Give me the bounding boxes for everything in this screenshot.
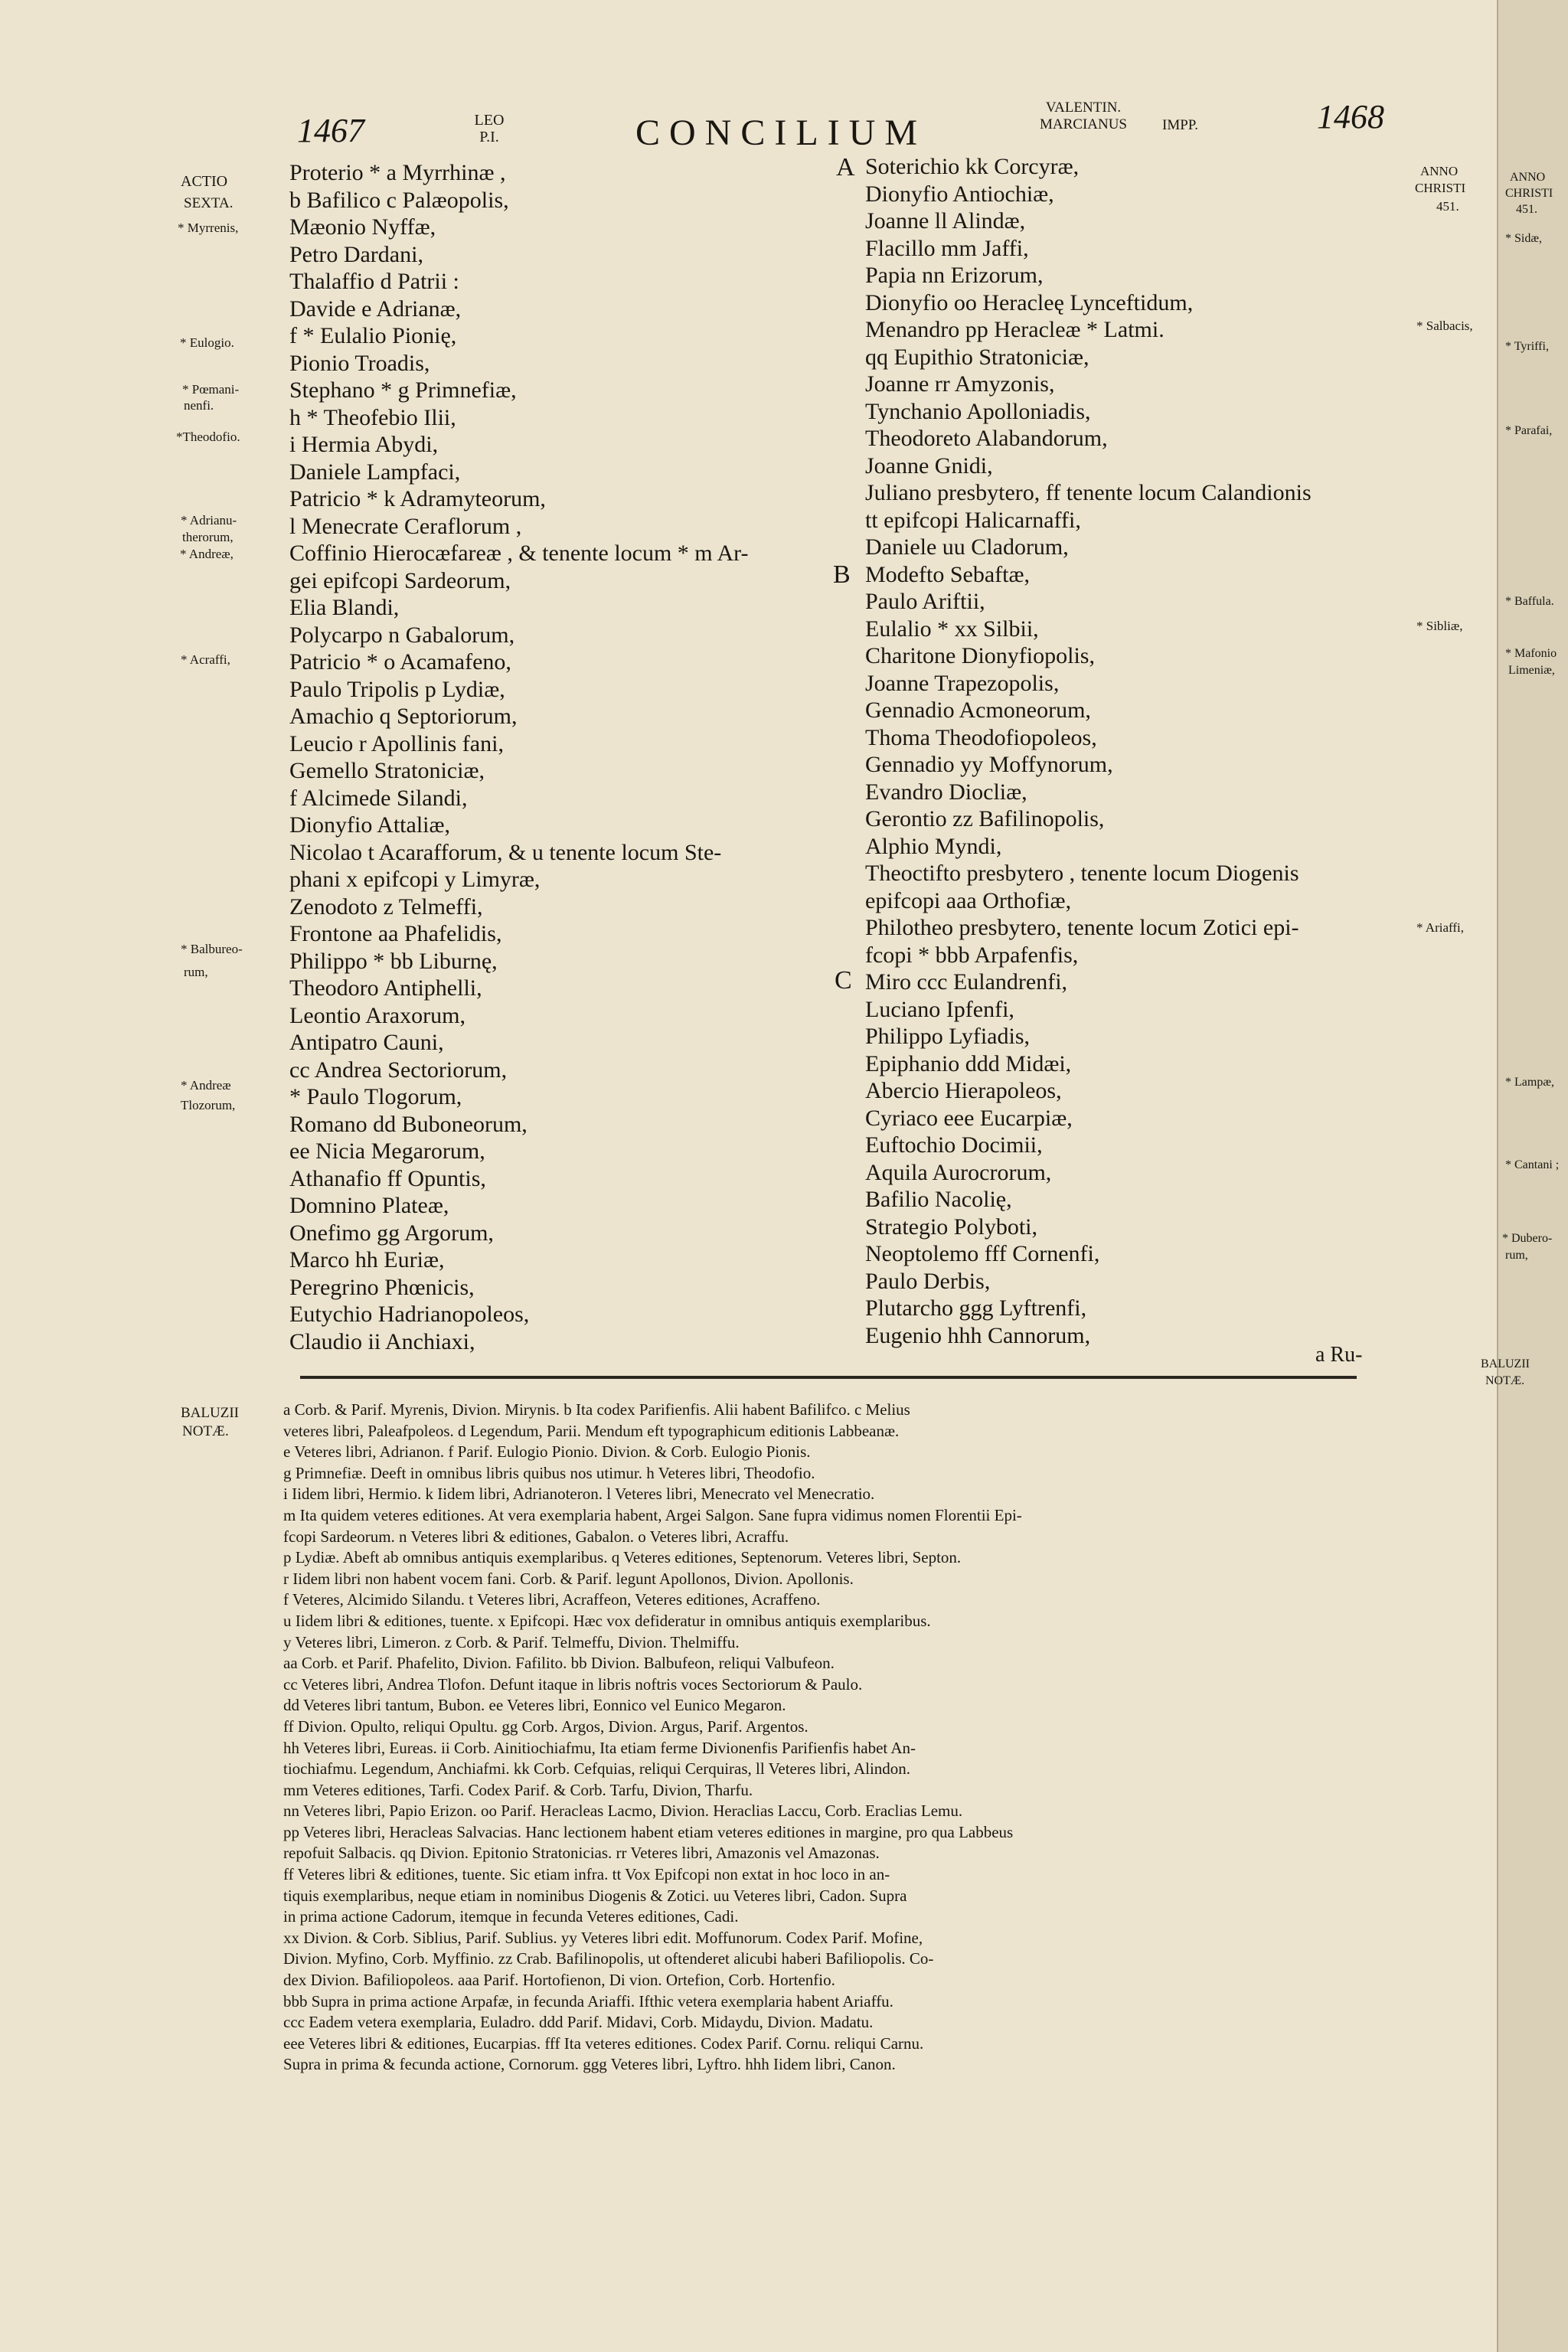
bishop-entry: b Bafilico c Palæopolis,: [289, 187, 509, 213]
gutter-note: * Dubero-: [1502, 1232, 1553, 1245]
header-leo: [462, 112, 516, 145]
bishop-entry: h * Theofebio Ilii,: [289, 404, 456, 430]
bishop-entry: Domnino Plateæ,: [289, 1193, 449, 1218]
bishop-entry: i Hermia Abydi,: [289, 432, 439, 457]
note-line: pp Veteres libri, Heracleas Salvacias. Hanc lectionem habent etiam veteres editiones in margine, pro qua Labbeus: [283, 1822, 1014, 1841]
note-line: repofuit Salbacis. qq Divion. Epitonio Stratonicias. rr Veteres libri, Amazonis vel Amazonas.: [283, 1844, 880, 1863]
bishop-entry: Leucio r Apollinis fani,: [289, 730, 504, 756]
bishop-entry: Gemello Stratoniciæ,: [289, 758, 485, 783]
bishop-entry: Petro Dardani,: [289, 241, 423, 267]
bishop-entry: Frontone aa Phafelidis,: [289, 921, 502, 946]
gutter-note: * Sidæ,: [1505, 232, 1543, 245]
bishop-entry: Eutychio Hadrianopoleos,: [289, 1302, 530, 1327]
note-line: m Ita quidem veteres editiones. At vera exemplaria habent, Argei Salgon. Sane fupra vidimus nomen Florentii Epi-: [283, 1505, 1022, 1524]
bishop-entry: Luciano Ipfenfi,: [865, 996, 1014, 1022]
bishop-entry: Flacillo mm Jaffi,: [865, 235, 1029, 261]
running-title: CONCILIUM: [635, 113, 926, 153]
margin-christi: CHRISTI: [1415, 181, 1466, 195]
margin-anno: ANNO: [1420, 164, 1459, 178]
bishop-entry: Joanne rr Amyzonis,: [865, 371, 1055, 397]
bishop-entry: Philippo Lyfiadis,: [865, 1024, 1031, 1049]
bishop-entry: tt epifcopi Halicarnaffi,: [865, 507, 1081, 533]
catchword: a Ru-: [1315, 1343, 1363, 1367]
column-marker-c: C: [835, 966, 852, 995]
note-line: aa Corb. et Parif. Phafelito, Divion. Fafilito. bb Divion. Balbufeon, reliqui Valbufeon.: [283, 1654, 835, 1673]
bishop-entry: Gennadio Acmoneorum,: [865, 697, 1091, 723]
note-line: g Primnefiæ. Deeft in omnibus libris quibus nos utimur. h Veteres libri, Theodofio.: [283, 1463, 815, 1482]
gutter-note: BALUZII: [1481, 1357, 1530, 1370]
gutter-note: rum,: [1505, 1249, 1528, 1262]
note-line: p Lydiæ. Abeft ab omnibus antiquis exemplaribus. q Veteres editiones, Septenorum. Veteres libri, Septon.: [283, 1548, 962, 1567]
margin-note: therorum,: [182, 530, 234, 544]
right-column-list: [865, 153, 1312, 1349]
margin-actio: ACTIO: [181, 173, 228, 190]
bishop-entry: Marco hh Euriæ,: [289, 1247, 445, 1272]
bishop-entry: Alphio Myndi,: [865, 833, 1002, 859]
notes-label-2: NOTÆ.: [182, 1423, 229, 1439]
note-line: eee Veteres libri & editiones, Eucarpias. fff Ita veteres editiones. Codex Parif. Cornu. reliqui Carnu.: [283, 2034, 924, 2053]
gutter-note: * Parafai,: [1505, 424, 1553, 437]
note-line: in prima actione Cadorum, itemque in fecunda Veteres editiones, Cadi.: [283, 1907, 739, 1926]
bishop-entry: Theoctifto presbytero , tenente locum Diogenis: [865, 861, 1299, 886]
bishop-entry: Coffinio Hierocæfareæ , & tenente locum * m Ar-: [289, 541, 749, 566]
bishop-entry: Papia nn Erizorum,: [865, 263, 1044, 288]
note-line: i Iidem libri, Hermio. k Iidem libri, Adrianoteron. l Veteres libri, Menecrato vel Menecratio.: [283, 1485, 875, 1504]
bishop-entry: Philippo * bb Liburnę,: [289, 948, 498, 974]
note-line: a Corb. & Parif. Myrenis, Divion. Mirynis. b Ita codex Parifienfis. Alii habent Bafilifco. c Melius: [283, 1400, 910, 1419]
note-line: y Veteres libri, Limeron. z Corb. & Parif. Telmeffu, Divion. Thelmiffu.: [283, 1632, 740, 1651]
bishop-entry: Claudio ii Anchiaxi,: [289, 1328, 475, 1354]
bishop-entry: gei epifcopi Sardeorum,: [289, 567, 511, 593]
margin-note: * Balbureo-: [181, 942, 243, 956]
bishop-entry: Juliano presbytero, ff tenente locum Calandionis: [865, 480, 1312, 505]
bishop-entry: Eugenio hhh Cannorum,: [865, 1322, 1091, 1348]
bishop-entry: Gennadio yy Moffynorum,: [865, 752, 1113, 777]
bishop-entry: Antipatro Cauni,: [289, 1030, 444, 1055]
bishop-entry: Joanne Trapezopolis,: [865, 670, 1060, 696]
note-line: e Veteres libri, Adrianon. f Parif. Eulogio Pionio. Divion. & Corb. Eulogio Pionis.: [283, 1442, 811, 1462]
bishop-entry: Menandro pp Heracleæ * Latmi.: [865, 317, 1165, 342]
bishop-entry: Modefto Sebaftæ,: [865, 561, 1030, 587]
bishop-entry: Tynchanio Apolloniadis,: [865, 398, 1091, 424]
bishop-entry: Athanafio ff Opuntis,: [289, 1165, 486, 1191]
margin-note: * Eulogio.: [180, 335, 234, 350]
note-line: bbb Supra in prima actione Arpafæ, in fecunda Ariaffi. Ifthic vetera exemplaria habent Ariaffu.: [283, 1991, 893, 2011]
note-line: u Iidem libri & editiones, tuente. x Epifcopi. Hæc vox defideratur in omnibus antiquis exemplaribus.: [283, 1611, 931, 1630]
bishop-entry: Daniele uu Cladorum,: [865, 534, 1069, 560]
left-column-list: [289, 159, 749, 1355]
bishop-entry: Plutarcho ggg Lyftrenfi,: [865, 1295, 1087, 1321]
bishop-entry: cc Andrea Sectoriorum,: [289, 1057, 508, 1083]
note-line: Divion. Myfino, Corb. Myffinio. zz Crab. Bafilinopolis, ut oftenderet alicubi haberi Bafiliopolis. Co-: [283, 1949, 934, 1968]
bishop-entry: Eulalio * xx Silbii,: [865, 616, 1039, 642]
bishop-entry: f Alcimede Silandi,: [289, 785, 468, 811]
margin-note: * Ariaffi,: [1416, 920, 1465, 935]
bishop-entry: qq Eupithio Stratoniciæ,: [865, 344, 1089, 370]
bishop-entry: f * Eulalio Pionię,: [289, 323, 457, 348]
margin-note: * Sibliæ,: [1416, 619, 1463, 633]
note-line: fcopi Sardeorum. n Veteres libri & editiones, Gabalon. o Veteres libri, Acraffu.: [283, 1527, 789, 1546]
margin-sexta: SEXTA.: [184, 195, 234, 211]
note-line: xx Divion. & Corb. Siblius, Parif. Sublius. yy Veteres libri edit. Moffunorum. Codex Parif. Mofine,: [283, 1928, 923, 1947]
header-leo-line1: LEO: [474, 112, 505, 129]
bishop-entry: Bafilio Nacolię,: [865, 1187, 1012, 1212]
bishop-entry: Theodoro Antiphelli,: [289, 975, 482, 1001]
margin-note: * Salbacis,: [1416, 318, 1473, 333]
note-line: Supra in prima & fecunda actione, Cornorum. ggg Veteres libri, Lyftro. hhh Iidem libri, Canon.: [283, 2055, 896, 2074]
margin-year: 451.: [1436, 199, 1459, 214]
header-emperors: [1011, 100, 1156, 133]
gutter-note: Limeniæ,: [1508, 664, 1555, 677]
bishop-entry: Paulo Derbis,: [865, 1268, 991, 1294]
bishop-entry: Philotheo presbytero, tenente locum Zotici epi-: [865, 915, 1299, 940]
bishop-entry: Paulo Ariftii,: [865, 589, 985, 614]
header-leo-line2: P.I.: [479, 129, 499, 145]
note-line: tiquis exemplaribus, neque etiam in nominibus Diogenis & Zotici. uu Veteres libri, Cadon. Supra: [283, 1886, 907, 1905]
bishop-entry: Evandro Diocliæ,: [865, 779, 1027, 805]
gutter-note: 451.: [1516, 203, 1537, 216]
margin-note: rum,: [184, 965, 208, 979]
gutter-note: * Baffula.: [1505, 595, 1554, 608]
bishop-entry: Nicolao t Acarafforum, & u tenente locum Ste-: [289, 839, 722, 865]
right-page-number: 1468: [1317, 98, 1384, 136]
bishop-entry: Joanne Gnidi,: [865, 452, 993, 479]
notes-divider: [300, 1376, 1357, 1379]
bishop-entry: Daniele Lampfaci,: [289, 459, 461, 485]
note-line: r Iidem libri non habent vocem fani. Corb. & Parif. legunt Apollonos, Divion. Apollonis.: [283, 1569, 854, 1588]
header-impp: IMPP.: [1162, 117, 1198, 133]
bishop-entry: Davide e Adrianæ,: [289, 296, 462, 322]
bishop-entry: Abercio Hierapoleos,: [865, 1078, 1062, 1103]
bishop-entry: ee Nicia Megarorum,: [289, 1138, 485, 1164]
note-line: ff Divion. Opulto, reliqui Opultu. gg Corb. Argos, Divion. Argus, Parif. Argentos.: [283, 1717, 808, 1736]
note-line: cc Veteres libri, Andrea Tlofon. Defunt itaque in libris noftris voces Sectoriorum & Paulo.: [283, 1674, 863, 1694]
notes-label: BALUZII: [181, 1405, 239, 1421]
bishop-entry: l Menecrate Ceraflorum ,: [289, 513, 522, 539]
bishop-entry: Epiphanio ddd Midæi,: [865, 1050, 1072, 1076]
margin-note: * Andreæ: [181, 1078, 231, 1093]
bishop-entry: Amachio q Septoriorum,: [289, 704, 518, 729]
margin-note: * Pœmani-: [182, 382, 240, 397]
gutter-note: * Tyriffi,: [1505, 340, 1549, 353]
margin-note: Tlozorum,: [181, 1098, 236, 1112]
bishop-entry: Mæonio Nyffæ,: [289, 214, 436, 240]
bishop-entry: phani x epifcopi y Limyræ,: [289, 867, 541, 892]
margin-note: *Theodofio.: [176, 430, 240, 444]
left-page-number: 1467: [297, 112, 364, 149]
margin-note: * Andreæ,: [180, 547, 234, 561]
note-line: nn Veteres libri, Papio Erizon. oo Parif. Heracleas Lacmo, Divion. Heraclias Laccu, Corb. Eraclias Lemu.: [283, 1802, 963, 1821]
gutter-note: CHRISTI: [1505, 187, 1553, 200]
bishop-entry: Patricio * o Acamafeno,: [289, 649, 511, 675]
baluze-notes: [283, 1400, 1401, 2076]
gutter-note: ANNO: [1510, 171, 1546, 184]
bishop-entry: Polycarpo n Gabalorum,: [289, 622, 515, 648]
note-line: tiochiafmu. Legendum, Anchiafmi. kk Corb. Cefquias, reliqui Cerquiras, ll Veteres libri, Alindon.: [283, 1759, 911, 1779]
note-line: dex Divion. Bafiliopoleos. aaa Parif. Hortofienon, Di vion. Ortefion, Corb. Hortenfio.: [283, 1971, 835, 1990]
bishop-entry: epifcopi aaa Orthofiæ,: [865, 887, 1072, 913]
bishop-entry: Gerontio zz Bafilinopolis,: [865, 806, 1105, 831]
bishop-entry: Theodoreto Alabandorum,: [865, 426, 1108, 451]
note-line: dd Veteres libri tantum, Bubon. ee Veteres libri, Eonnico vel Eunico Megaron.: [283, 1696, 786, 1715]
bishop-entry: fcopi * bbb Arpafenfis,: [865, 942, 1079, 968]
bishop-entry: * Paulo Tlogorum,: [289, 1084, 462, 1109]
note-line: veteres libri, Paleafpoleos. d Legendum, Parii. Mendum eft typographicum editionis Labbeanæ.: [283, 1421, 900, 1440]
bishop-entry: Elia Blandi,: [289, 595, 400, 620]
bishop-entry: Dionyfio oo Heracleę Lynceftidum,: [865, 289, 1194, 315]
bishop-entry: Strategio Polyboti,: [865, 1214, 1037, 1240]
header-emperors-line1: VALENTIN.: [1045, 100, 1122, 116]
bishop-entry: Dionyfio Attaliæ,: [289, 812, 450, 838]
bishop-entry: Aquila Aurocrorum,: [865, 1159, 1052, 1185]
bishop-entry: Dionyfio Antiochiæ,: [865, 181, 1054, 207]
margin-note: * Acraffi,: [181, 652, 230, 667]
bishop-entry: Charitone Dionyfiopolis,: [865, 643, 1095, 668]
bishop-entry: Zenodoto z Telmeffi,: [289, 893, 483, 920]
bishop-entry: Proterio * a Myrrhinæ ,: [289, 160, 506, 185]
margin-note: nenfi.: [184, 398, 214, 413]
gutter-note: * Mafonio: [1505, 647, 1557, 660]
gutter-note: NOTÆ.: [1485, 1374, 1525, 1387]
note-line: f Veteres, Alcimido Silandu. t Veteres libri, Acraffeon, Veteres editiones, Acraffeno.: [283, 1590, 821, 1609]
column-marker-b: B: [833, 560, 851, 589]
column-marker-a: A: [836, 153, 855, 181]
bishop-entry: Peregrino Phœnicis,: [289, 1274, 475, 1300]
bishop-entry: Joanne ll Alindæ,: [865, 208, 1026, 234]
bishop-entry: Soterichio kk Corcyræ,: [865, 154, 1080, 179]
bishop-entry: Leontio Araxorum,: [289, 1002, 466, 1028]
bishop-entry: Paulo Tripolis p Lydiæ,: [289, 676, 505, 702]
bishop-entry: Thoma Theodofiopoleos,: [865, 724, 1097, 750]
note-line: mm Veteres editiones, Tarfi. Codex Parif. & Corb. Tarfu, Divion, Tharfu.: [283, 1780, 753, 1799]
note-line: ccc Eadem vetera exemplaria, Euladro. ddd Parif. Midavi, Corb. Midaydu, Divion. Madatu.: [283, 2013, 874, 2032]
margin-note: * Myrrenis,: [178, 220, 239, 235]
header-emperors-line2: MARCIANUS: [1039, 116, 1128, 132]
bishop-entry: Neoptolemo fff Cornenfi,: [865, 1241, 1100, 1266]
bishop-entry: Cyriaco eee Eucarpiæ,: [865, 1105, 1073, 1131]
bishop-entry: Thalaffio d Patrii :: [289, 269, 459, 294]
bishop-entry: Stephano * g Primnefiæ,: [289, 377, 517, 403]
note-line: hh Veteres libri, Eureas. ii Corb. Ainitiochiafmu, Ita etiam ferme Divionenfis Parifienfis habet An-: [283, 1738, 916, 1757]
gutter-note: * Lampæ,: [1505, 1076, 1554, 1089]
note-line: ff Veteres libri & editiones, tuente. Sic etiam infra. tt Vox Epifcopi non extat in hoc loco in an-: [283, 1865, 890, 1884]
margin-note: * Adrianu-: [181, 513, 237, 528]
bishop-entry: Pionio Troadis,: [289, 350, 430, 376]
bishop-entry: Patricio * k Adramyteorum,: [289, 486, 546, 511]
bishop-entry: Euftochio Docimii,: [865, 1132, 1043, 1158]
bishop-entry: Miro ccc Eulandrenfi,: [865, 969, 1068, 995]
bishop-entry: Romano dd Buboneorum,: [289, 1111, 528, 1137]
bishop-entry: Onefimo gg Argorum,: [289, 1220, 494, 1246]
gutter-note: * Cantani ;: [1505, 1158, 1560, 1171]
